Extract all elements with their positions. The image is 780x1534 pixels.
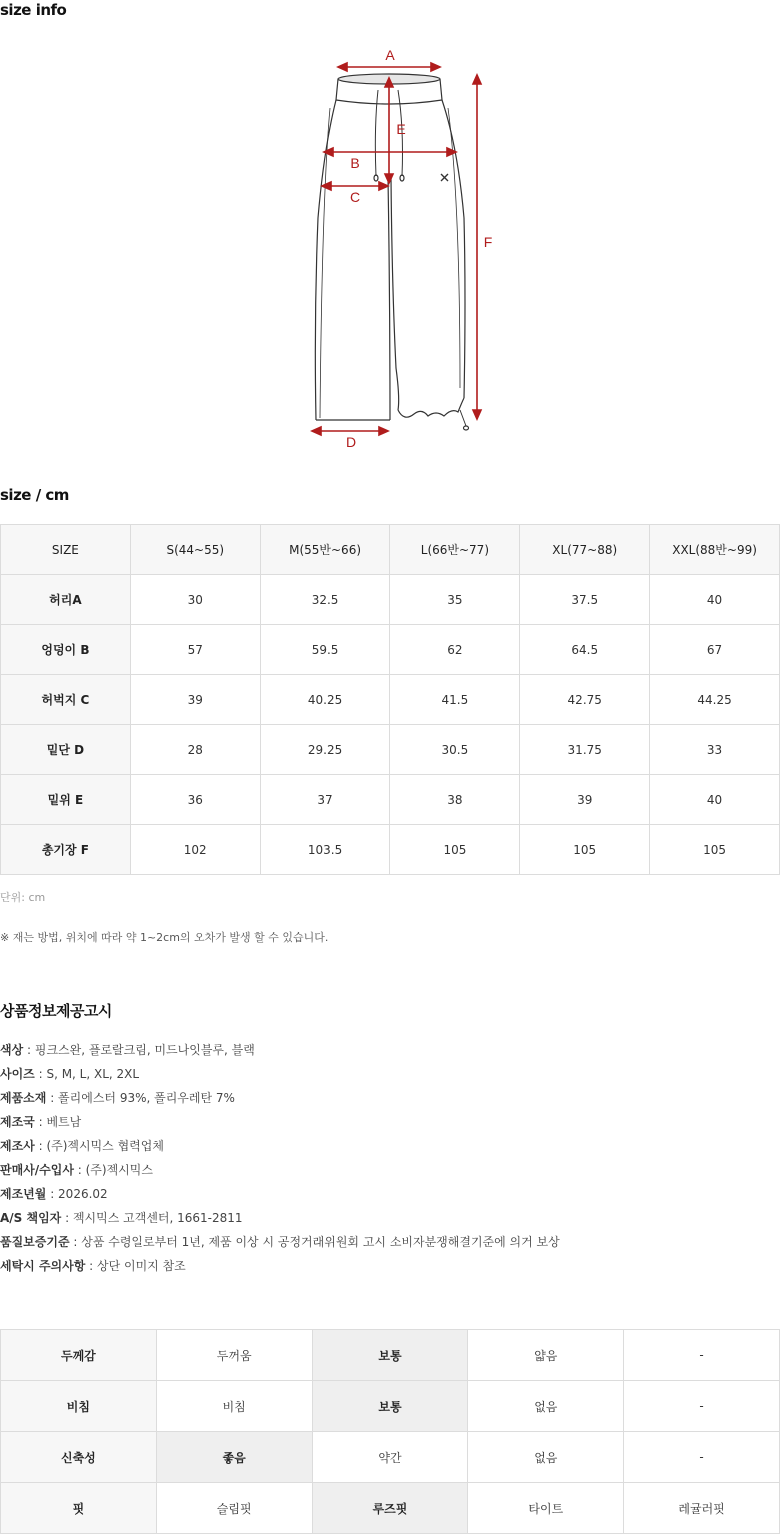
label-f: F [483,234,493,250]
table-cell: 32.5 [260,575,390,625]
row-label: 밑단 D [1,725,131,775]
info-key: 색상 [0,1043,24,1057]
table-cell: 103.5 [260,825,390,875]
product-notice-title: 상품정보제공고시 [0,1002,112,1020]
size-header-cell: XXL(88반~99) [650,525,780,575]
table-cell: 105 [390,825,520,875]
table-cell: 57 [130,625,260,675]
info-key: 품질보증기준 [0,1235,70,1249]
size-cm-title: size / cm [0,486,69,504]
info-value: : 폴리에스터 93%, 폴리우레탄 7% [46,1091,235,1105]
info-row-color [0,1038,560,1062]
table-cell: 37.5 [520,575,650,625]
info-key: 사이즈 [0,1067,35,1081]
info-value: : 베트남 [34,1115,82,1129]
table-cell: 38 [390,775,520,825]
info-value: : (주)젝시믹스 [73,1163,153,1177]
info-key: 제조사 [0,1139,35,1153]
fit-row [1,1381,780,1432]
table-cell: 41.5 [390,675,520,725]
table-cell: 40 [650,775,780,825]
info-key: 제조국 [0,1115,35,1129]
fit-row [1,1330,780,1381]
logo-icon [441,174,448,181]
fit-row [1,1432,780,1483]
row-label: 허리A [1,575,131,625]
label-d: D [345,434,357,450]
unit-note: 단위: cm [0,891,46,904]
label-e: E [396,121,406,137]
table-row [1,575,780,625]
table-cell: 44.25 [650,675,780,725]
row-label: 허벅지 C [1,675,131,725]
fit-row-label: 두께감 [1,1330,157,1381]
fit-option-cell: 레귤러핏 [624,1483,780,1534]
table-row [1,775,780,825]
fit-option-cell: - [624,1330,780,1381]
info-row-manufacturer [0,1134,560,1158]
measurement-arrows [312,63,481,435]
fit-option-cell: 슬림핏 [156,1483,312,1534]
table-cell: 62 [390,625,520,675]
info-row-size [0,1062,560,1086]
fit-option-cell: 약간 [312,1432,468,1483]
pants-outline [315,74,468,430]
pants-measurement-diagram [300,38,510,458]
fit-option-cell: 두꺼움 [156,1330,312,1381]
table-cell: 33 [650,725,780,775]
fit-table [0,1329,780,1534]
table-cell: 64.5 [520,625,650,675]
label-b: B [350,155,360,171]
info-value: : 2026.02 [46,1187,108,1201]
size-header-cell: S(44~55) [130,525,260,575]
table-cell: 36 [130,775,260,825]
table-row [1,825,780,875]
row-label: 총기장 F [1,825,131,875]
table-row [1,725,780,775]
fit-option-cell: - [624,1381,780,1432]
table-row [1,675,780,725]
fit-option-cell: 좋음 [156,1432,312,1483]
info-row-seller [0,1158,560,1182]
info-row-warranty [0,1230,560,1254]
info-key: A/S 책임자 [0,1211,62,1225]
label-c: C [349,189,361,205]
label-a: A [385,47,395,63]
table-cell: 31.75 [520,725,650,775]
info-key: 제품소재 [0,1091,47,1105]
fit-option-cell: 루즈핏 [312,1483,468,1534]
size-header-cell: SIZE [1,525,131,575]
row-label: 엉덩이 B [1,625,131,675]
info-row-material [0,1086,560,1110]
table-cell: 30 [130,575,260,625]
info-value: : 상품 수령일로부터 1년, 제품 이상 시 공정거래위원회 고시 소비자분쟁해결기준에 의거 보상 [69,1235,560,1249]
fit-option-cell: - [624,1432,780,1483]
info-value: : (주)젝시믹스 협력업체 [34,1139,164,1153]
table-cell: 67 [650,625,780,675]
info-value: : 상단 이미지 참조 [85,1259,186,1273]
table-cell: 105 [520,825,650,875]
table-cell: 35 [390,575,520,625]
size-table [0,524,780,875]
table-cell: 30.5 [390,725,520,775]
info-key: 판매사/수입사 [0,1163,74,1177]
fit-option-cell: 없음 [468,1432,624,1483]
info-row-country [0,1110,560,1134]
table-cell: 40 [650,575,780,625]
table-row [1,625,780,675]
row-label: 밑위 E [1,775,131,825]
fit-option-cell: 보통 [312,1381,468,1432]
measurement-warning: ※ 재는 방법, 위치에 따라 약 1~2cm의 오차가 발생 할 수 있습니다. [0,931,329,944]
size-table-header [1,525,780,575]
fit-option-cell: 보통 [312,1330,468,1381]
table-cell: 28 [130,725,260,775]
table-cell: 59.5 [260,625,390,675]
table-cell: 37 [260,775,390,825]
fit-row [1,1483,780,1534]
table-cell: 39 [130,675,260,725]
info-key: 세탁시 주의사항 [0,1259,86,1273]
fit-option-cell: 얇음 [468,1330,624,1381]
table-cell: 39 [520,775,650,825]
fit-option-cell: 비침 [156,1381,312,1432]
product-info-list [0,1038,560,1278]
fit-row-label: 신축성 [1,1432,157,1483]
size-info-title: size info [0,1,67,19]
size-header-cell: XL(77~88) [520,525,650,575]
size-header-cell: L(66반~77) [390,525,520,575]
size-header-cell: M(55반~66) [260,525,390,575]
table-cell: 102 [130,825,260,875]
table-cell: 40.25 [260,675,390,725]
fit-option-cell: 타이트 [468,1483,624,1534]
info-value: : S, M, L, XL, 2XL [34,1067,140,1081]
fit-option-cell: 없음 [468,1381,624,1432]
info-row-date [0,1182,560,1206]
info-value: : 젝시믹스 고객센터, 1661-2811 [61,1211,243,1225]
info-row-as [0,1206,560,1230]
table-cell: 29.25 [260,725,390,775]
table-cell: 105 [650,825,780,875]
info-key: 제조년월 [0,1187,47,1201]
info-value: : 핑크스완, 플로랄크림, 미드나잇블루, 블랙 [23,1043,255,1057]
info-row-care [0,1254,560,1278]
fit-row-label: 핏 [1,1483,157,1534]
table-cell: 42.75 [520,675,650,725]
fit-row-label: 비침 [1,1381,157,1432]
